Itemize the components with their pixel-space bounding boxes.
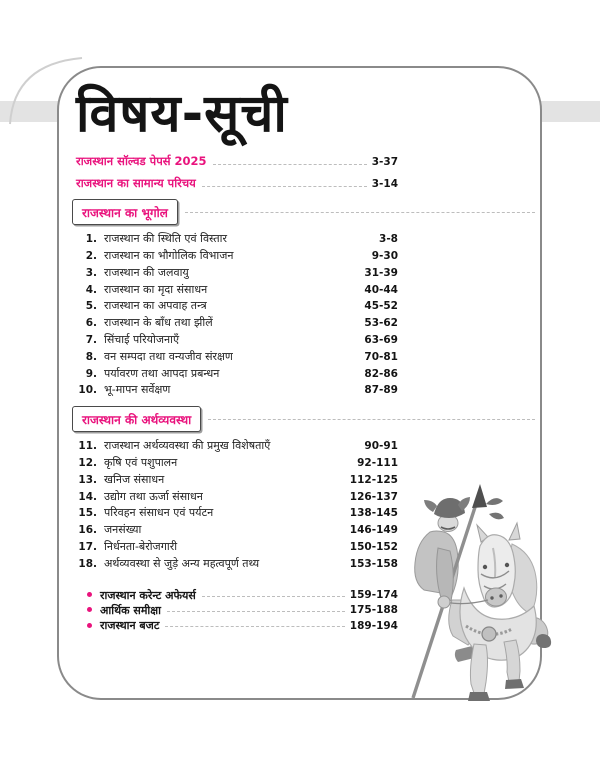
bullet-pages: 175-188 (349, 604, 398, 617)
toc-item-row (76, 489, 398, 506)
top-entry-list (76, 154, 398, 192)
item-label: राजस्थान का अपवाह तन्त्र (104, 299, 207, 313)
horse-rider-illustration (396, 482, 560, 714)
item-pages: 53-62 (364, 317, 398, 330)
bullet-pages: 159-174 (349, 589, 398, 602)
item-pages: 3-8 (379, 233, 398, 246)
item-label: वन सम्पदा तथा वन्यजीव संरक्षण (104, 349, 233, 363)
item-label: राजस्थान के बाँध तथा झीलें (104, 316, 213, 330)
leader-line (202, 186, 367, 187)
toc-entry-pages: 3-14 (371, 178, 398, 191)
toc-item-row (76, 366, 398, 383)
item-label: पर्यावरण तथा आपदा प्रबन्धन (104, 366, 220, 380)
item-label: जनसंख्या (104, 523, 142, 537)
item-pages: 31-39 (364, 266, 398, 279)
toc-item-row (76, 298, 398, 315)
item-number: 11. (78, 440, 97, 453)
item-label: खनिज संसाधन (104, 472, 165, 486)
toc-item-row (76, 315, 398, 332)
toc-item-row (76, 382, 398, 399)
item-number: 18. (78, 557, 97, 570)
toc-bullet-row (76, 618, 398, 633)
item-label: कृषि एवं पशुपालन (104, 455, 178, 469)
item-label: सिंचाई परियोजनाएँ (104, 332, 180, 346)
item-pages: 150-152 (349, 540, 398, 553)
item-number: 1. (85, 233, 97, 246)
item-number: 16. (78, 524, 97, 537)
toc-bullet-row (76, 603, 398, 618)
item-pages: 146-149 (349, 524, 398, 537)
toc-item-row (76, 265, 398, 282)
item-label: परिवहन संसाधन एवं पर्यटन (104, 506, 214, 520)
item-number: 6. (85, 317, 97, 330)
toc-entry-row (76, 176, 398, 192)
item-pages: 90-91 (364, 440, 398, 453)
item-pages: 153-158 (349, 557, 398, 570)
item-number: 17. (78, 540, 97, 553)
item-label: भू-मापन सर्वेक्षण (104, 383, 171, 397)
section-title: राजस्थान का भूगोल (82, 206, 168, 221)
section-leader-line (185, 212, 535, 213)
toc-item-row (76, 539, 398, 556)
item-label: अर्थव्यवस्था से जुड़े अन्य महत्वपूर्ण तथ्य (104, 556, 260, 570)
section-header-box (72, 199, 178, 225)
toc-item-row (76, 231, 398, 248)
item-pages: 40-44 (364, 283, 398, 296)
item-pages: 70-81 (364, 350, 398, 363)
page-title: विषय-सूची (76, 84, 288, 144)
bullet-label: राजस्थान करेन्ट अफेयर्स (100, 588, 196, 602)
toc-item-row (76, 248, 398, 265)
bullet-pages: 189-194 (349, 619, 398, 632)
toc-item-list (76, 438, 398, 572)
item-number: 5. (85, 300, 97, 313)
bullet-icon (87, 592, 92, 597)
toc-item-row (76, 349, 398, 366)
item-label: राजस्थान अर्थव्यवस्था की प्रमुख विशेषताएँ (104, 439, 271, 453)
item-pages: 112-125 (349, 473, 398, 486)
toc-item-row (76, 522, 398, 539)
item-pages: 63-69 (364, 333, 398, 346)
bullet-entry-list (76, 588, 398, 634)
section-header-box (72, 406, 201, 432)
item-pages: 82-86 (364, 367, 398, 380)
item-number: 2. (85, 249, 97, 262)
item-number: 9. (85, 367, 97, 380)
item-pages: 138-145 (349, 507, 398, 520)
item-number: 15. (78, 507, 97, 520)
toc-item-row (76, 438, 398, 455)
toc-entry-row (76, 154, 398, 170)
item-label: राजस्थान की जलवायु (104, 265, 189, 279)
section-economy (76, 406, 398, 572)
toc-item-row (76, 556, 398, 573)
item-number: 12. (78, 456, 97, 469)
toc-item-row (76, 332, 398, 349)
leader-line (167, 611, 345, 612)
item-number: 3. (85, 266, 97, 279)
bullet-label: आर्थिक समीक्षा (100, 603, 161, 617)
bullet-icon (87, 607, 92, 612)
item-pages: 126-137 (349, 490, 398, 503)
item-label: राजस्थान की स्थिति एवं विस्तार (104, 232, 227, 246)
item-pages: 45-52 (364, 300, 398, 313)
item-number: 7. (85, 333, 97, 346)
toc-entry-label: राजस्थान का सामान्य परिचय (76, 176, 196, 191)
leader-line (165, 626, 344, 627)
section-header (72, 406, 535, 432)
item-pages: 92-111 (357, 456, 398, 469)
toc (76, 154, 398, 633)
toc-item-list (76, 231, 398, 399)
toc-item-row (76, 505, 398, 522)
toc-item-row (76, 455, 398, 472)
toc-item-row (76, 472, 398, 489)
item-number: 8. (85, 350, 97, 363)
item-label: निर्धनता-बेरोजगारी (104, 539, 178, 553)
toc-entry-label: राजस्थान सॉल्वड पेपर्स 2025 (76, 154, 207, 169)
bullet-icon (87, 623, 92, 628)
section-leader-line (208, 419, 535, 420)
item-pages: 87-89 (364, 384, 398, 397)
item-number: 13. (78, 473, 97, 486)
toc-entry-pages: 3-37 (371, 156, 398, 169)
toc-bullet-row (76, 588, 398, 603)
bullet-label: राजस्थान बजट (100, 619, 160, 633)
item-label: उद्योग तथा ऊर्जा संसाधन (104, 489, 203, 503)
leader-line (202, 596, 345, 597)
item-number: 14. (78, 490, 97, 503)
item-number: 4. (85, 283, 97, 296)
leader-line (213, 164, 367, 165)
item-label: राजस्थान का मृदा संसाधन (104, 282, 208, 296)
item-number: 10. (78, 384, 97, 397)
section-geography (76, 199, 398, 399)
item-pages: 9-30 (371, 249, 398, 262)
section-title: राजस्थान की अर्थव्यवस्था (82, 413, 192, 428)
section-header (72, 199, 535, 225)
item-label: राजस्थान का भौगोलिक विभाजन (104, 248, 234, 262)
toc-item-row (76, 282, 398, 299)
